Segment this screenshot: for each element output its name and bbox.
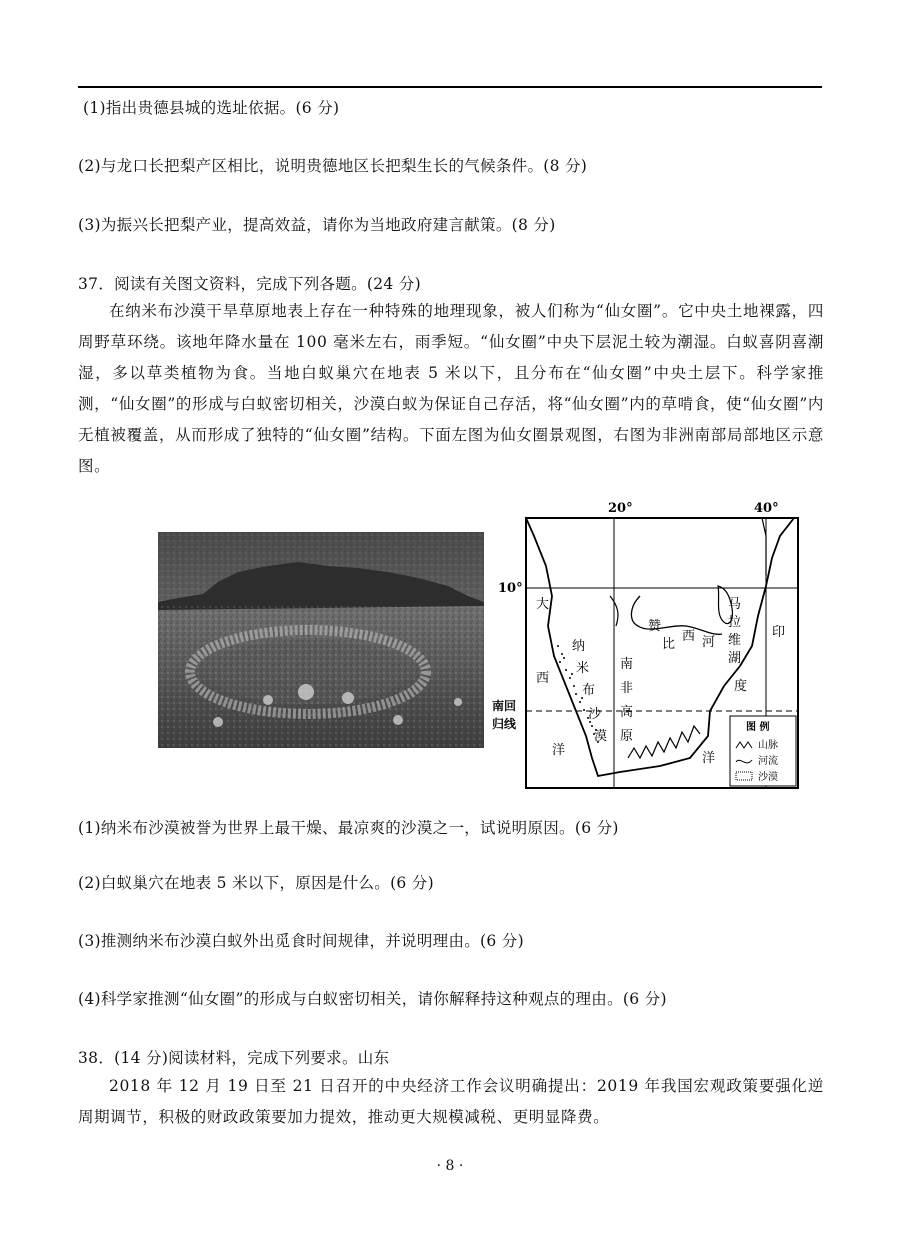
tropic-label-2: 归线: [492, 717, 517, 731]
namib-char-3: 布: [582, 683, 596, 698]
legend-desert: 沙漠: [758, 772, 778, 783]
question-37-heading: 37．阅读有关图文资料，完成下列各题。(24 分): [78, 275, 421, 293]
malawi-char-1: 马: [728, 597, 742, 612]
malawi-char-4: 湖: [728, 651, 742, 666]
malawi-char-2: 拉: [728, 615, 742, 630]
lat-10-label: 10°: [498, 581, 523, 596]
question-36-3: (3)为振兴长把梨产业，提高效益，请你为当地政府建言献策。(8 分): [78, 216, 556, 234]
question-38-heading: 38．(14 分)阅读材料，完成下列要求。山东: [78, 1049, 390, 1067]
namib-char-1: 纳: [572, 639, 586, 654]
namib-char-2: 米: [576, 661, 590, 676]
plateau-char-1: 南: [620, 657, 634, 672]
namib-char-5: 漠: [594, 729, 608, 744]
southern-africa-map: [490, 496, 810, 792]
question-37-1: (1)纳米布沙漠被誉为世界上最干燥、最凉爽的沙漠之一，试说明原因。(6 分): [78, 819, 619, 837]
question-37-4: (4)科学家推测“仙女圈”的形成与白蚁密切相关，请你解释持这种观点的理由。(6 分): [78, 990, 667, 1008]
zambezi-char-1: 赞: [648, 619, 662, 634]
plateau-char-3: 高: [620, 705, 634, 720]
lon-40-label: 40°: [754, 501, 779, 516]
indian-char-3: 洋: [702, 751, 716, 766]
fairy-circle-landscape-image: [158, 532, 484, 748]
southern-africa-map-svg: [490, 496, 810, 792]
legend-mountain: 山脉: [758, 740, 778, 751]
indian-char-2: 度: [734, 679, 748, 694]
question-37-2: (2)白蚁巢穴在地表 5 米以下，原因是什么。(6 分): [78, 874, 434, 892]
malawi-char-3: 维: [728, 633, 742, 648]
question-37-3: (3)推测纳米布沙漠白蚁外出觅食时间规律，并说明理由。(6 分): [78, 932, 524, 950]
question-37-passage: 在纳米布沙漠干旱草原地表上存在一种特殊的地理现象，被人们称为“仙女圈”。它中央土地裸露，四周野草环绕。该地年降水量在 100 毫米左右，雨季短。“仙女圈”中央下层泥土较为潮湿。白蚁喜阴喜潮湿，多以草类植物为食。当地白蚁巢穴在地表 5 米以下，且分布在“仙女圈”中央土层下。科学家推测，“仙女圈”的形成与白蚁密切相关，沙漠白蚁为保证自己存活，将“仙女圈”内的草啃食，使“仙女圈”内无植被覆盖，从而形成了独特的“仙女圈”结构。下面左图为仙女圈景观图，右图为非洲南部局部地区示意图。: [78, 302, 824, 475]
namib-char-4: 沙: [588, 707, 602, 722]
indian-char-1: 印: [772, 625, 786, 640]
plateau-char-4: 原: [620, 729, 634, 744]
header-rule: [78, 86, 822, 88]
legend-river: 河流: [758, 756, 778, 767]
question-38-passage: 2018 年 12 月 19 日至 21 日召开的中央经济工作会议明确提出：2019 年我国宏观政策要强化逆周期调节，积极的财政政策要加力提效，推动更大规模减税、更明显降费。: [78, 1077, 824, 1126]
map-legend: [730, 716, 796, 786]
zambezi-char-3: 西: [682, 629, 696, 644]
zambezi-char-2: 比: [662, 637, 676, 652]
zambezi-char-4: 河: [702, 635, 716, 650]
atlantic-char-1: 大: [536, 597, 550, 612]
plateau-char-2: 非: [620, 681, 634, 696]
question-36-1: (1)指出贵德县城的选址依据。(6 分): [83, 99, 340, 117]
atlantic-char-2: 西: [536, 671, 550, 686]
legend-title: 图 例: [746, 722, 770, 733]
question-36-2: (2)与龙口长把梨产区相比，说明贵德地区长把梨生长的气候条件。(8 分): [78, 157, 588, 175]
tropic-label-1: 南回: [492, 699, 517, 713]
atlantic-char-3: 洋: [552, 743, 566, 758]
page-number: · 8 ·: [436, 1158, 464, 1174]
desert-legend-icon: [736, 772, 752, 780]
lon-20-label: 20°: [608, 501, 633, 516]
fairy-circle-photo: [158, 532, 484, 748]
